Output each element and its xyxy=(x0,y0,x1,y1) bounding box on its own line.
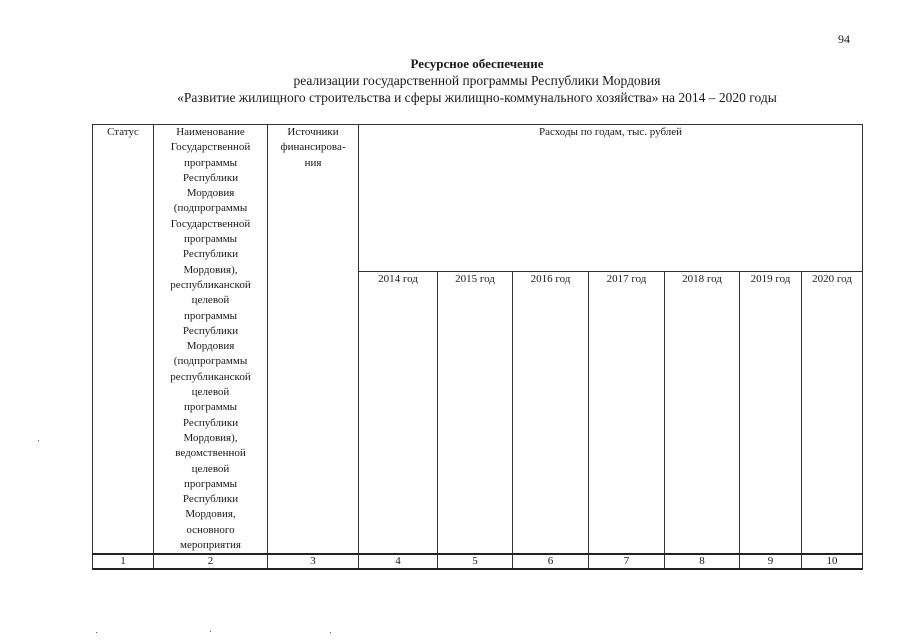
column-number: 9 xyxy=(740,554,802,569)
header-name-line: Государственной xyxy=(170,141,251,154)
header-sources-line: финансирова- xyxy=(280,141,346,154)
header-sources-line: Источники xyxy=(287,126,339,138)
scan-speck xyxy=(38,440,39,441)
header-name-line: Мордовия), xyxy=(183,431,238,444)
header-name-line: (подпрограммы xyxy=(173,202,248,215)
scan-speck xyxy=(96,632,97,633)
header-name-line: ведомственной xyxy=(175,447,246,460)
header-name-line: Наименование xyxy=(176,126,245,138)
header-year-2014: 2014 год xyxy=(359,272,438,555)
header-year-2016: 2016 год xyxy=(513,272,589,555)
header-status: Статус xyxy=(93,125,154,555)
header-name-line: Мордовия xyxy=(186,187,235,200)
header-name-line: Республики xyxy=(182,248,239,261)
column-number: 3 xyxy=(268,554,359,569)
header-name-line: Мордовия xyxy=(186,340,235,353)
column-number: 1 xyxy=(93,554,154,569)
scan-speck xyxy=(210,631,211,632)
column-number: 10 xyxy=(802,554,863,569)
program-name: «Развитие жилищного строительства и сферы жилищно-коммунального хозяйства» на 2014 – 2020 годы xyxy=(177,90,777,105)
header-name-line: Республики xyxy=(182,171,239,184)
header-year-2017: 2017 год xyxy=(589,272,665,555)
header-year-2015: 2015 год xyxy=(438,272,513,555)
header-name-line: (подпрограммы xyxy=(173,355,248,368)
header-year-2018: 2018 год xyxy=(665,272,740,555)
scan-speck xyxy=(330,632,331,633)
title-block xyxy=(92,55,862,106)
column-number: 6 xyxy=(513,554,589,569)
header-name-line: республиканской xyxy=(170,370,251,383)
header-name-line: Республики xyxy=(182,416,239,429)
header-name-line: целевой xyxy=(191,294,230,307)
header-name-line: программы xyxy=(183,477,238,490)
header-name-line: Мордовия), xyxy=(183,263,238,276)
header-sources xyxy=(268,125,359,555)
header-name-line: программы xyxy=(183,401,238,414)
header-name-line: Республики xyxy=(182,493,239,506)
column-number: 7 xyxy=(589,554,665,569)
column-number: 2 xyxy=(154,554,268,569)
header-name-line: Республики xyxy=(182,324,239,337)
header-name-line: республиканской xyxy=(170,278,251,291)
column-number: 5 xyxy=(438,554,513,569)
header-name-line: программы xyxy=(183,309,238,322)
page-number: 94 xyxy=(838,32,850,46)
column-number: 8 xyxy=(665,554,740,569)
document-title: Ресурсное обеспечение xyxy=(410,56,544,71)
header-name-line: основного xyxy=(186,523,235,536)
header-expenses: Расходы по годам, тыс. рублей xyxy=(359,125,863,272)
column-number: 4 xyxy=(359,554,438,569)
header-year-2019: 2019 год xyxy=(740,272,802,555)
header-name xyxy=(154,125,268,555)
header-name-line: Мордовия, xyxy=(185,508,236,521)
resource-table xyxy=(92,124,863,570)
header-name-line: целевой xyxy=(191,462,230,475)
header-year-2020: 2020 год xyxy=(802,272,863,555)
header-name-line: Государственной xyxy=(170,217,251,230)
document-subtitle: реализации государственной программы Республики Мордовия xyxy=(293,73,661,88)
header-name-line: программы xyxy=(183,156,238,169)
header-name-line: целевой xyxy=(191,386,230,399)
header-sources-line: ния xyxy=(304,156,322,169)
header-row-top xyxy=(93,125,863,272)
header-name-line: мероприятия xyxy=(180,539,241,552)
column-number-row xyxy=(93,554,863,569)
header-name-line: программы xyxy=(183,233,238,246)
